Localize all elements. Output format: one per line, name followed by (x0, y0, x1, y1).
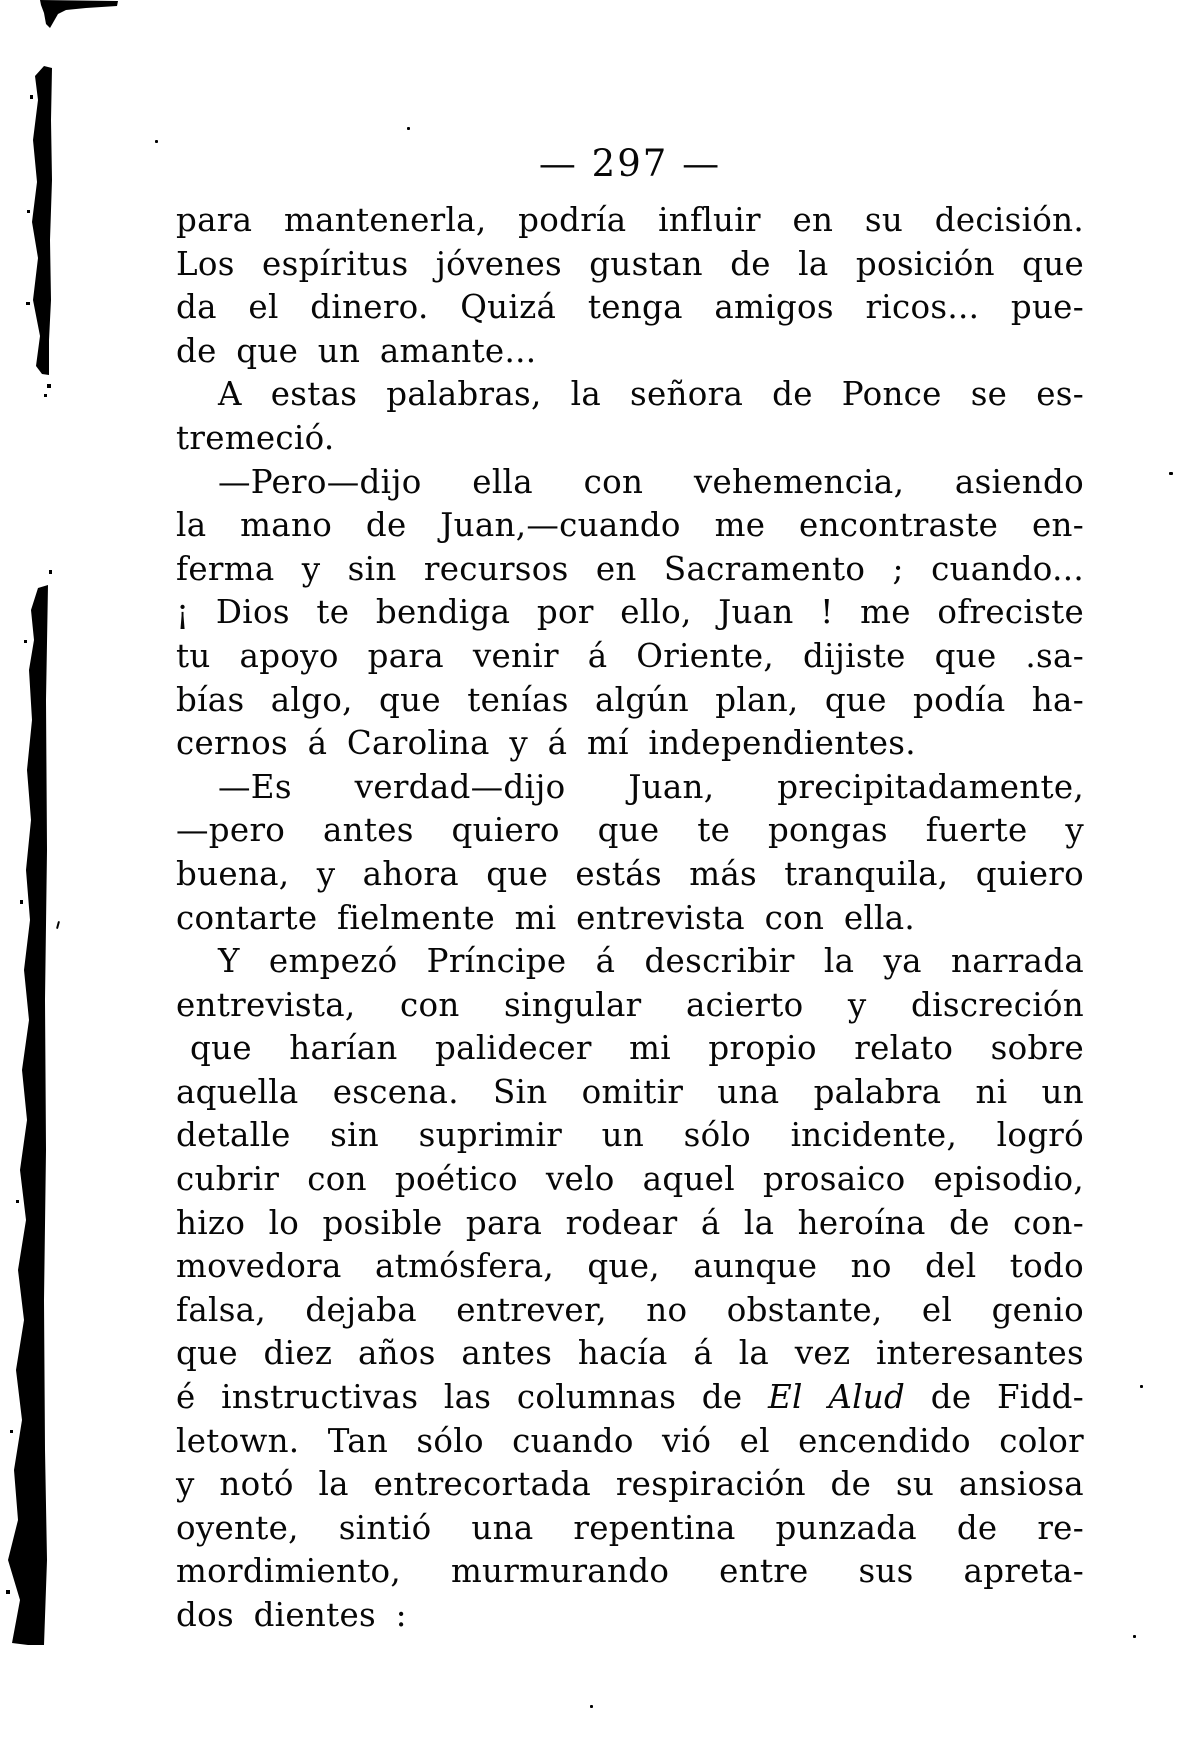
text-line: bías algo, que tenías algún plan, que podía ha- (176, 680, 1084, 719)
ink-speck (1140, 1385, 1143, 1388)
text-line: aquella escena. Sin omitir una palabra ni un (176, 1072, 1084, 1111)
text-line: Y empezó Príncipe á describir la ya narrada (218, 942, 1084, 981)
text-line: buena, y ahora que estás más tranquila, quiero (176, 854, 1084, 893)
text-line: y notó la entrecortada respiración de su ansiosa (176, 1465, 1084, 1504)
text-line: da el dinero. Quizá tenga amigos ricos... pue- (176, 288, 1084, 327)
text-line: contarte fielmente mi entrevista con ella. (176, 898, 916, 937)
text-line: falsa, dejaba entrever, no obstante, el genio (176, 1290, 1084, 1329)
text-line: dos dientes : (176, 1596, 407, 1634)
text-line: movedora atmósfera, que, aunque no del todo (176, 1247, 1084, 1286)
text-line: hizo lo posible para rodear á la heroína de con- (176, 1203, 1084, 1242)
text-line: que harían palidecer mi propio relato sobre (190, 1029, 1084, 1068)
text-line: que diez años antes hacía á la vez interesantes (176, 1334, 1084, 1373)
text-line: tu apoyo para venir á Oriente, dijiste que .sa- (176, 636, 1084, 675)
text-line: ¡ Dios te bendiga por ello, Juan ! me ofreciste (176, 593, 1084, 632)
text-block (176, 199, 1084, 1638)
text-line: cubrir con poético velo aquel prosaico episodio, (176, 1160, 1084, 1199)
text-line: A estas palabras, la señora de Ponce se es- (218, 375, 1084, 414)
text-line: detalle sin suprimir un sólo incidente, logró (176, 1116, 1084, 1155)
text-line: mordimiento, murmurando entre sus apreta- (176, 1552, 1084, 1591)
text-line: para mantenerla, podría influir en su decisión. (176, 201, 1084, 239)
text-line: letown. Tan sólo cuando vió el encendido color (176, 1421, 1084, 1460)
ink-speck (155, 140, 158, 143)
page-number: — 297 — (538, 142, 722, 185)
text-line: Los espíritus jóvenes gustan de la posición que (176, 244, 1084, 283)
corner-smudge (40, 0, 118, 28)
text-line: —Pero—dijo ella con vehemencia, asiendo (218, 462, 1084, 501)
text-segment: de Fidd- (905, 1378, 1084, 1417)
italicized-publication-title: El Alud (768, 1378, 906, 1417)
text-line: de que un amante... (176, 331, 537, 370)
ink-speck (407, 127, 410, 130)
text-line: ferma y sin recursos en Sacramento ; cuando... (176, 549, 1084, 588)
ink-speck (1133, 1635, 1136, 1638)
ink-speck (590, 1705, 593, 1708)
text-line: —pero antes quiero que te pongas fuerte y (176, 811, 1084, 850)
text-line: oyente, sintió una repentina punzada de re- (176, 1508, 1084, 1547)
ink-speck (56, 921, 60, 929)
text-line (176, 1376, 1084, 1420)
text-line: cernos á Carolina y á mí independientes. (176, 724, 916, 763)
text-line: tremeció. (176, 418, 335, 457)
text-line: —Es verdad—dijo Juan, precipitadamente, (218, 767, 1084, 806)
ink-speck (1169, 472, 1173, 475)
binding-strip-upper (32, 66, 52, 375)
binding-strip-lower (8, 585, 48, 1645)
text-line: entrevista, con singular acierto y discreción (176, 985, 1084, 1024)
text-segment: é instructivas las columnas de (176, 1378, 768, 1417)
text-line: la mano de Juan,—cuando me encontraste en- (176, 506, 1084, 545)
